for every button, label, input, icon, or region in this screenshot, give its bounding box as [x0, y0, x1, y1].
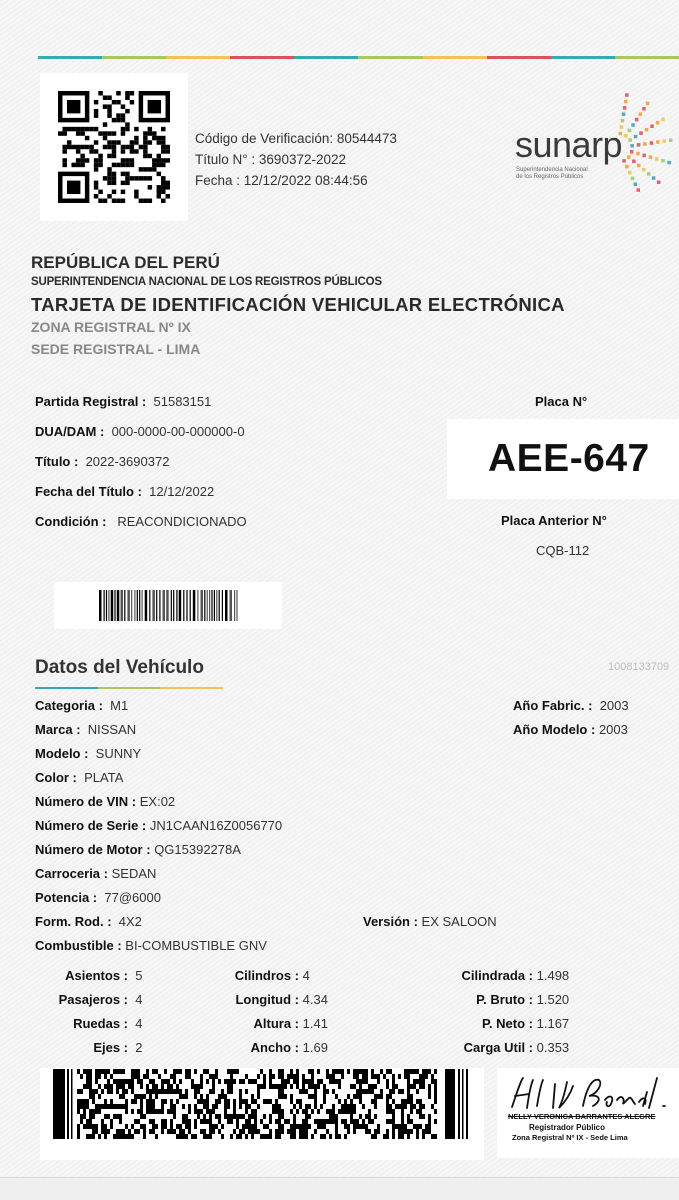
modelo-row: Modelo : SUNNY — [35, 746, 142, 761]
stripe-segment — [551, 56, 615, 59]
serie-row: Número de Serie : JN1CAAN16Z0056770 — [35, 818, 283, 833]
categoria-row: Categoria : M1 — [35, 698, 129, 713]
underline-segment — [98, 687, 161, 689]
stripe-segment — [294, 56, 358, 59]
partida-value: 51583151 — [153, 394, 212, 409]
verification-code: Código de Verificación: 80544473 — [195, 131, 397, 146]
motor-row: Número de Motor : QG15392278A — [35, 842, 241, 857]
version-value: EX SALOON — [421, 914, 497, 929]
color-value: PLATA — [84, 770, 124, 785]
color-stripe — [38, 56, 679, 59]
combustible-row: Combustible : BI-COMBUSTIBLE GNV — [35, 938, 267, 953]
logo-wordmark: sunarp — [515, 124, 623, 165]
spec-altura: Altura : 1.41 — [253, 1016, 328, 1031]
anio-modelo-row: Año Modelo : 2003 — [513, 722, 628, 737]
vin-value: EX:02 — [139, 794, 176, 809]
spec-pasajeros: Pasajeros : 4 — [58, 992, 143, 1007]
partida-row: Partida Registral : 51583151 — [35, 394, 212, 409]
vehicle-section-title: Datos del Vehículo — [35, 657, 204, 678]
anio-fabric-row: Año Fabric. : 2003 — [513, 698, 629, 713]
stripe-segment — [230, 56, 294, 59]
sunarp-logo — [512, 88, 679, 198]
zone-label: ZONA REGISTRAL Nº IX — [31, 319, 191, 335]
fecha-titulo-row: Fecha del Título : 12/12/2022 — [35, 484, 215, 499]
stripe-segment — [487, 56, 551, 59]
titulo-value: 2022-3690372 — [85, 454, 170, 469]
plate-label: Placa N° — [535, 394, 588, 409]
previous-plate-value: CQB-112 — [536, 543, 590, 558]
spec-p-neto: P. Neto : 1.167 — [481, 1016, 570, 1031]
qr-code-icon — [58, 91, 170, 203]
title-number: Título N° : 3690372-2022 — [195, 152, 346, 167]
stripe-segment — [166, 56, 230, 59]
pdf417-barcode-icon — [53, 1069, 471, 1139]
spec-asientos: Asientos : 5 — [65, 968, 143, 983]
plate-box — [447, 419, 679, 499]
dua-value: 000-0000-00-000000-0 — [111, 424, 245, 439]
stripe-segment — [358, 56, 422, 59]
titulo-row: Título : 2022-3690372 — [35, 454, 170, 469]
logo-subtitle: Superintendencia Nacional de los Registros Públicos — [516, 167, 588, 180]
issue-date: Fecha : 12/12/2022 08:44:56 — [195, 173, 368, 188]
underline-segment — [160, 687, 223, 689]
dua-row: DUA/DAM : 000-0000-00-000000-0 — [35, 424, 245, 439]
spec-ruedas: Ruedas : 4 — [73, 1016, 143, 1031]
serie-value: JN1CAAN16Z0056770 — [149, 818, 283, 833]
color-row: Color : PLATA — [35, 770, 124, 785]
superintendence-title: SUPERINTENDENCIA NACIONAL DE LOS REGISTROS PÚBLICOS — [31, 276, 382, 288]
stripe-segment — [102, 56, 166, 59]
vin-row: Número de VIN : EX:02 — [35, 794, 176, 809]
spec-carga-util: Carga Util : 0.353 — [463, 1040, 570, 1055]
stripe-segment — [423, 56, 487, 59]
formrod-value: 4X2 — [118, 914, 142, 929]
spec-longitud: Longitud : 4.34 — [235, 992, 328, 1007]
marca-value: NISSAN — [87, 722, 137, 737]
registrar-signature — [497, 1068, 679, 1158]
combustible-value: BI-COMBUSTIBLE GNV — [125, 938, 267, 953]
fecha-titulo-value: 12/12/2022 — [149, 484, 215, 499]
signature-icon — [507, 1072, 672, 1114]
republic-title: REPÚBLICA DEL PERÚ — [31, 253, 220, 272]
registrar-role: Registrador Público — [529, 1123, 606, 1132]
underline-segment — [35, 687, 98, 689]
spec-cilindros: Cilindros : 4 — [234, 968, 310, 983]
registrar-name: NELLY VERONICA BARRANTES ALEGRE — [508, 1112, 656, 1121]
spec-p-bruto: P. Bruto : 1.520 — [476, 992, 570, 1007]
categoria-value: M1 — [110, 698, 129, 713]
stripe-segment — [615, 56, 679, 59]
stripe-segment — [38, 56, 102, 59]
qr-code — [40, 73, 188, 221]
marca-row: Marca : NISSAN — [35, 722, 137, 737]
carroceria-row: Carroceria : SEDAN — [35, 866, 157, 881]
formrod-row: Form. Rod. : 4X2 — [35, 914, 142, 929]
verification-info — [195, 128, 397, 191]
plate-number: AEE-647 — [488, 437, 650, 480]
document-serial: 1008133709 — [608, 661, 670, 673]
anio-modelo-value: 2003 — [598, 722, 628, 737]
condicion-row: Condición : REACONDICIONADO — [35, 514, 247, 529]
section-underline — [35, 687, 223, 689]
anio-fabric-value: 2003 — [599, 698, 629, 713]
spec-ancho: Ancho : 1.69 — [250, 1040, 328, 1055]
barcode-small — [54, 582, 282, 629]
registrar-office: Zona Registral Nº IX - Sede Lima — [512, 1133, 628, 1142]
card-title: TARJETA DE IDENTIFICACIÓN VEHICULAR ELECTRÓNICA — [31, 294, 565, 315]
condicion-value: REACONDICIONADO — [117, 514, 247, 529]
barcode-icon — [99, 590, 239, 621]
pdf417-barcode — [40, 1068, 484, 1160]
modelo-value: SUNNY — [95, 746, 142, 761]
potencia-value: 77@6000 — [104, 890, 161, 905]
previous-plate-label: Placa Anterior N° — [501, 513, 607, 528]
office-label: SEDE REGISTRAL - LIMA — [31, 341, 201, 357]
carroceria-value: SEDAN — [111, 866, 157, 881]
spec-ejes: Ejes : 2 — [93, 1040, 143, 1055]
potencia-row: Potencia : 77@6000 — [35, 890, 161, 905]
version-row: Versión : EX SALOON — [363, 914, 497, 929]
motor-value: QG15392278A — [154, 842, 241, 857]
spec-cilindrada: Cilindrada : 1.498 — [461, 968, 570, 983]
